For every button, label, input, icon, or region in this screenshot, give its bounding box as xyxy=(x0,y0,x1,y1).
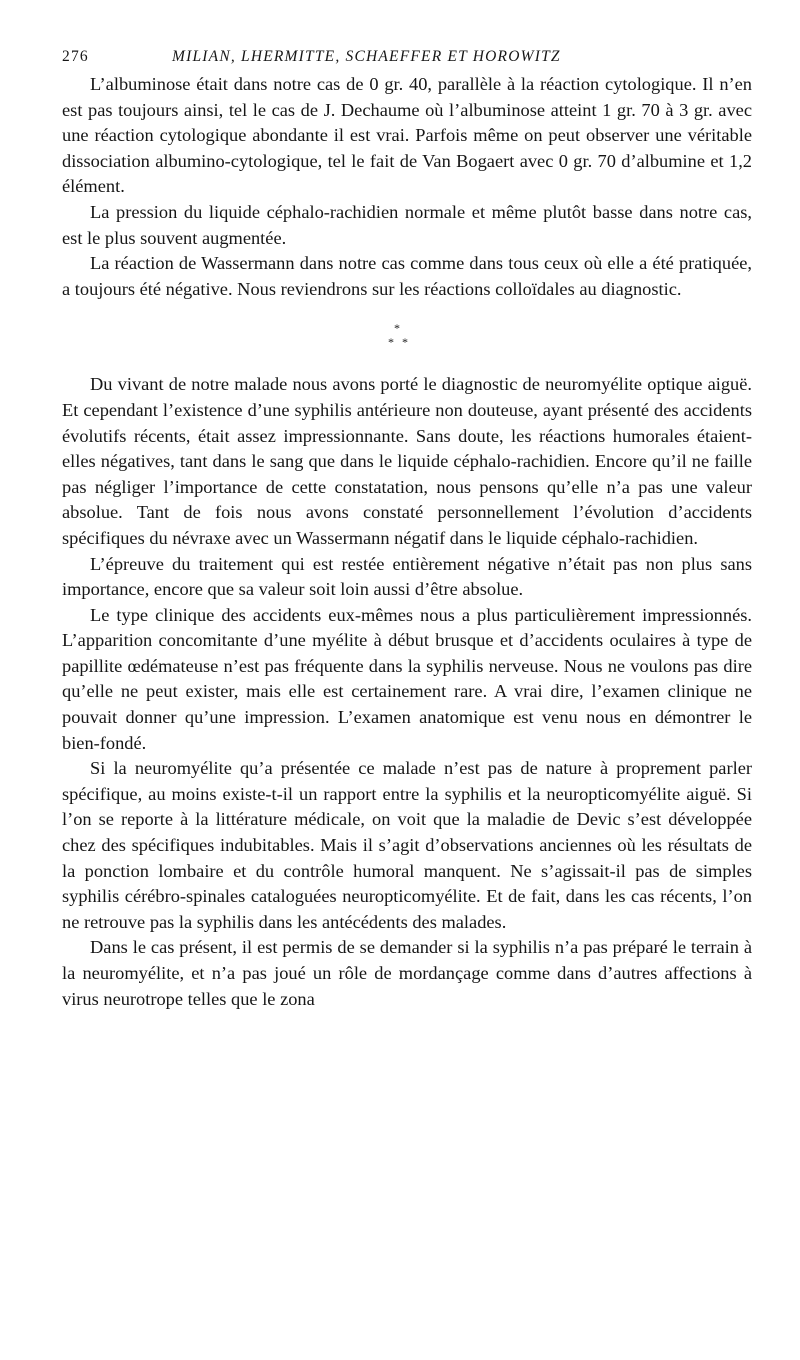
paragraph-diagnostic: Du vivant de notre malade nous avons porté le diagnostic de neuromyélite optique aiguë. Et cependant l’existence d’une syphilis antérieure non douteuse, ayant présenté des accidents évolutifs récents, était assez impressionnante. Sans doute, les réactions humorales étaient-elles négatives, tant dans le sang que dans le liquide céphalo-rachidien. Encore qu’il ne faille pas négliger l’importance de cette constatation, nous pensons qu’elle n’a pas une valeur absolue. Tant de fois nous avons constaté personnellement l’évolution d’accidents spécifiques du névraxe avec un Wassermann négatif dans le liquide céphalo-rachidien. xyxy=(62,374,752,548)
paragraph-neuromyelite: Si la neuromyélite qu’a présentée ce malade n’est pas de nature à proprement parler spécifique, au moins existe-t-il un rapport entre la syphilis et la neuropticomyélite aiguë. Si l’on se reporte à la littérature médicale, on voit que la maladie de Devic s’est développée chez des spécifiques indubitables. Mais il s’agit d’observations anciennes où les résultats de la ponction lombaire et du contrôle humoral manquent. Ne s’agissait-il pas de simples syphilis cérébro-spinales cataloguées neuropticomyélite. Et de fait, dans les cas récents, l’on ne retrouve pas la syphilis dans les antécédents des malades. xyxy=(62,758,752,932)
asterism-separator xyxy=(62,308,752,366)
book-page xyxy=(62,38,752,1012)
page-header xyxy=(62,38,752,72)
section-diagnostic xyxy=(62,372,752,1012)
paragraph-pression: La pression du liquide céphalo-rachidien normale et même plutôt basse dans notre cas, est le plus souvent augmentée. xyxy=(62,201,752,248)
paragraph-type-clinique: Le type clinique des accidents eux-mêmes nous a plus particulièrement impressionnés. L’apparition concomitante d’une myélite à début brusque et d’accidents oculaires à type de papillite œdémateuse n’est pas fréquente dans la syphilis nerveuse. Nous ne voulons pas dire qu’elle ne peut exister, mais elle est certainement rare. A vrai dire, l’examen clinique ne pouvait donner qu’une impression. L’examen anatomique est venu nous en démontrer le bien-fondé. xyxy=(62,604,752,753)
paragraph-cas-present: Dans le cas présent, il est permis de se demander si la syphilis n’a pas préparé le terrain à la neuromyélite, et n’a pas joué un rôle de mordançage comme dans d’autres affections à virus neurotrope telles que le zona xyxy=(62,937,752,1009)
running-head: MILIAN, LHERMITTE, SCHAEFFER ET HOROWITZ xyxy=(172,48,561,65)
section-albuminose xyxy=(62,72,752,302)
paragraph-epreuve-traitement: L’épreuve du traitement qui est restée entièrement négative n’était pas non plus sans importance, encore que sa valeur soit loin aussi d’être absolue. xyxy=(62,553,752,600)
page-number: 276 xyxy=(62,48,89,65)
paragraph-albuminose: L’albuminose était dans notre cas de 0 gr. 40, parallèle à la réaction cytologique. Il n’en est pas toujours ainsi, tel le cas de J. Dechaume où l’albuminose atteint 1 gr. 70 à 3 gr. avec une réaction cytologique abondante il est vrai. Parfois même on peut observer une véritable dissociation albumino-cytologique, tel le fait de Van Bogaert avec 0 gr. 70 d’albumine et 1,2 élément. xyxy=(62,74,752,197)
asterism-star: * xyxy=(402,335,408,350)
asterism-star: * xyxy=(388,335,394,350)
paragraph-wassermann: La réaction de Wassermann dans notre cas comme dans tous ceux où elle a été pratiquée, a toujours été négative. Nous reviendrons sur les réactions colloïdales au diagnostic. xyxy=(62,253,752,299)
asterism-star: * xyxy=(394,321,400,336)
